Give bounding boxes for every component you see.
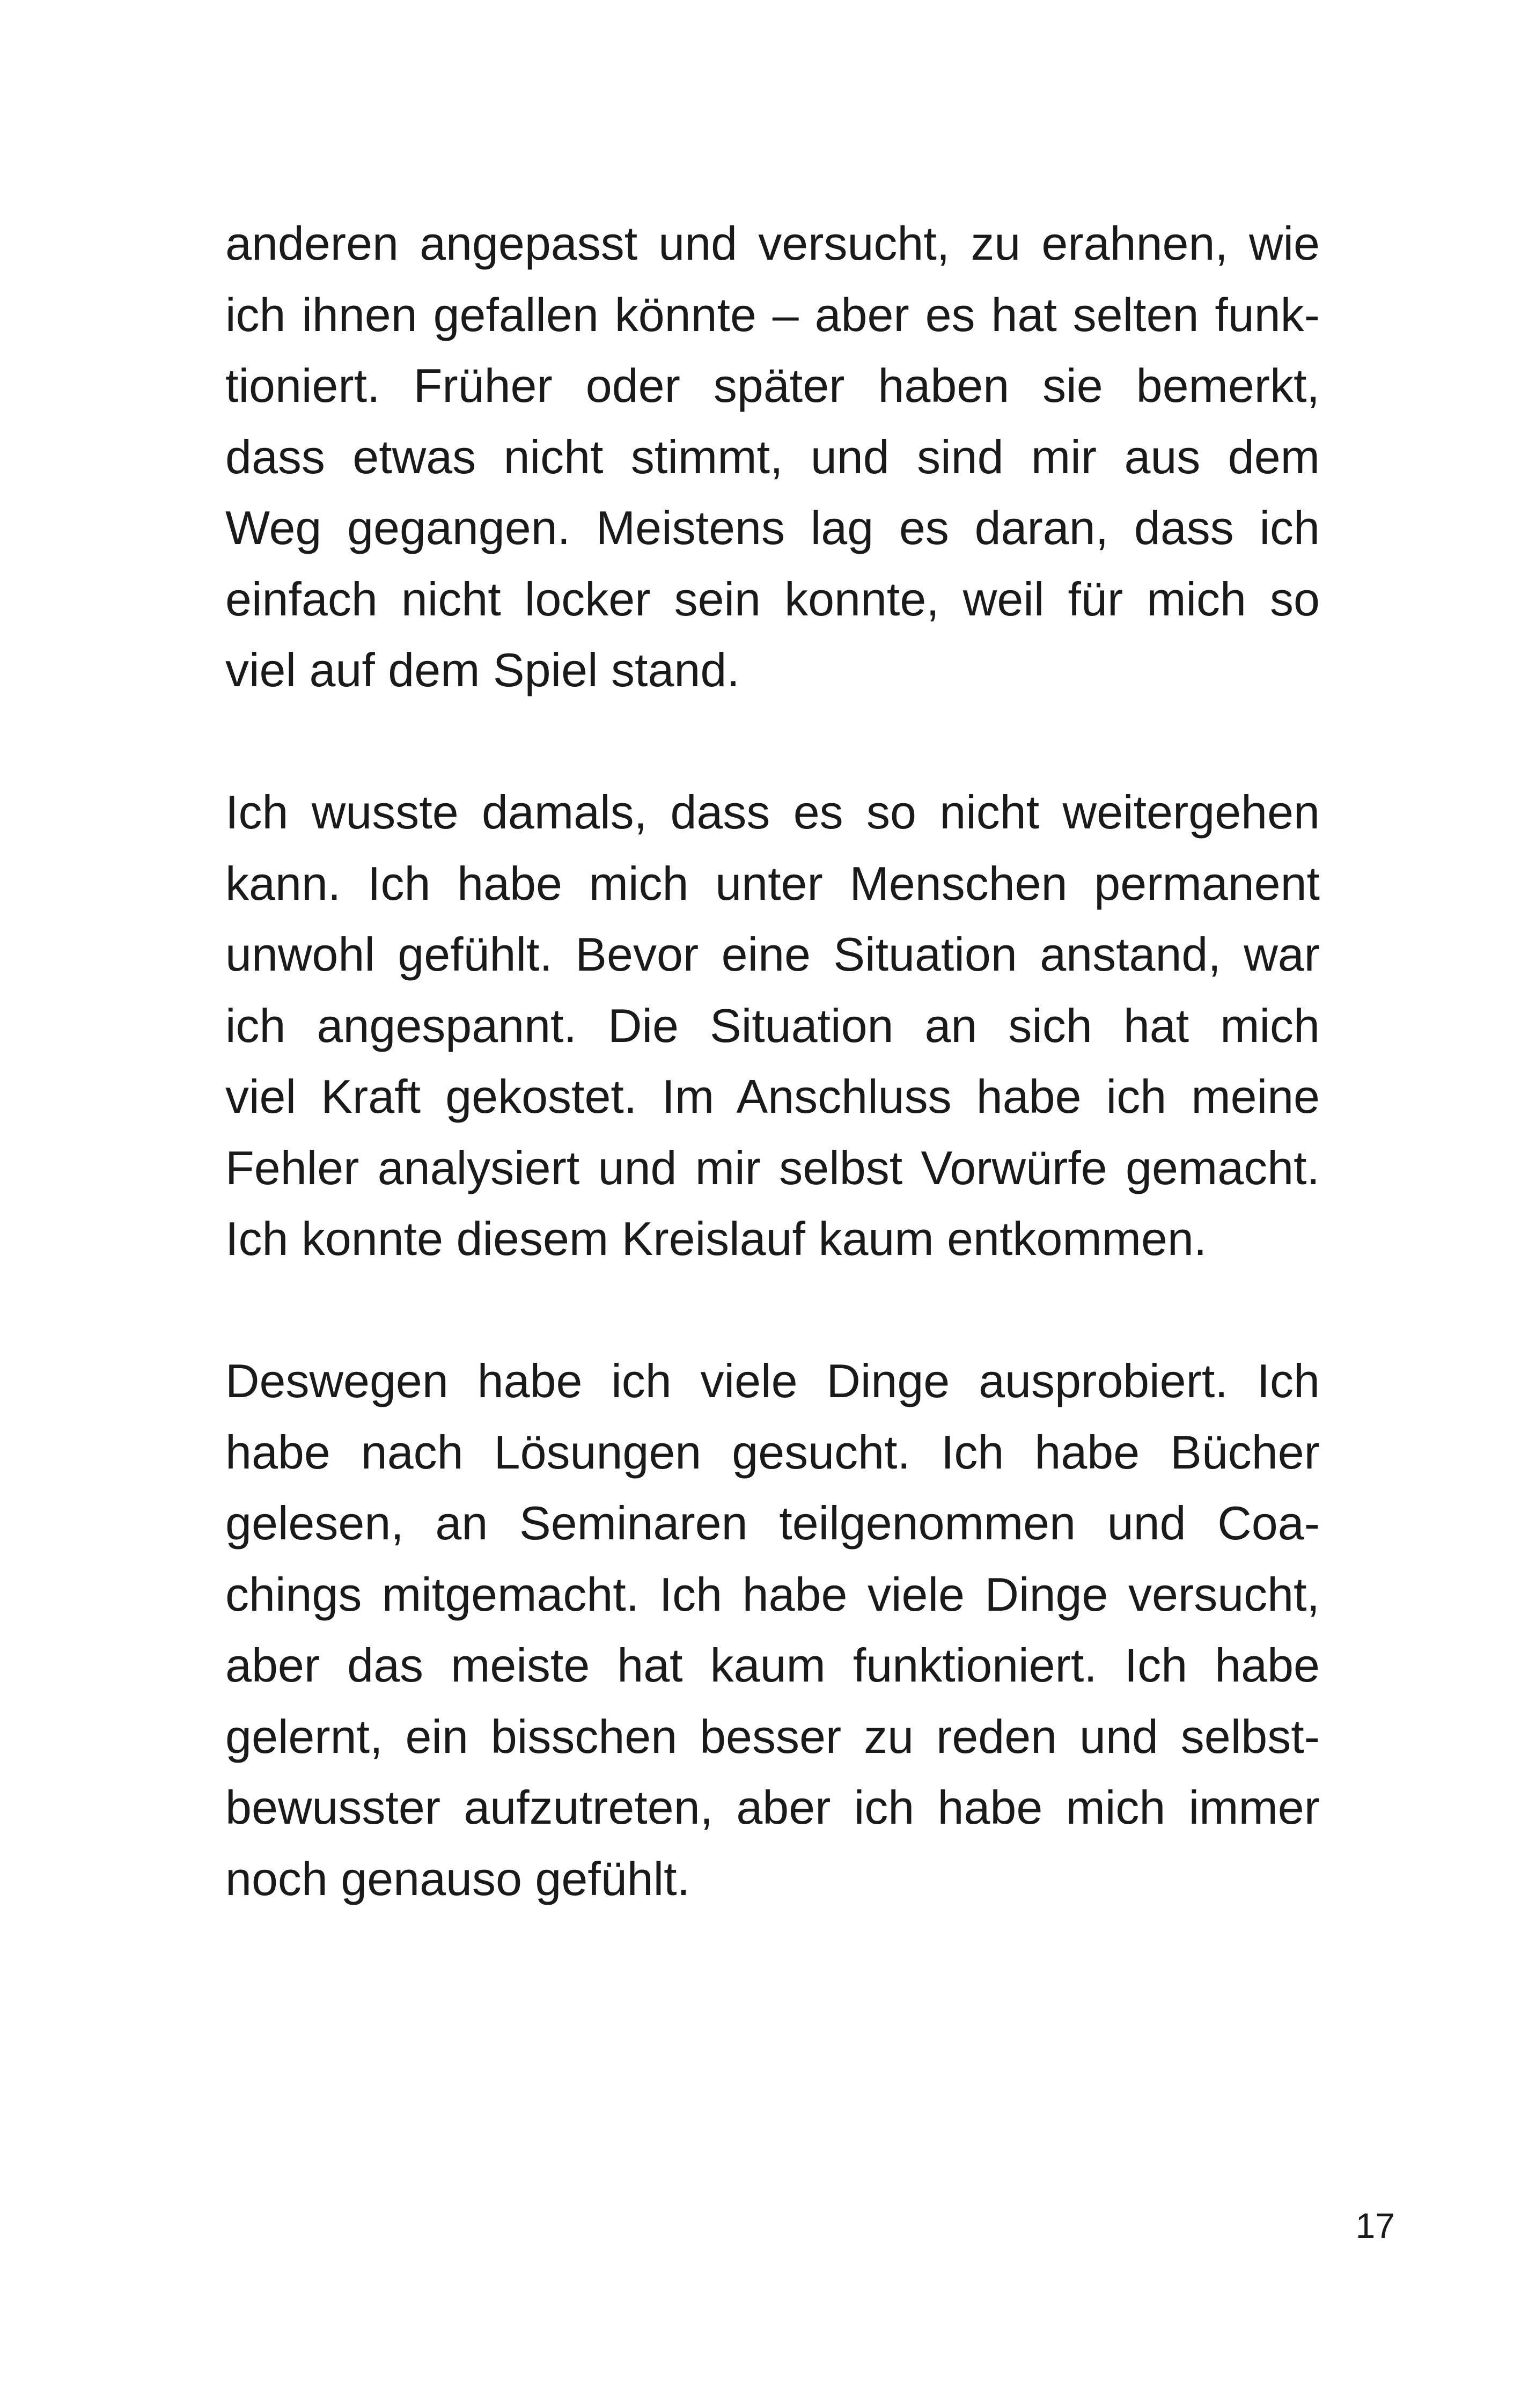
text-line: viel auf dem Spiel stand. bbox=[225, 643, 740, 696]
text-line: tioniert. Früher oder später haben sie bemerkt, bbox=[225, 359, 1320, 412]
text-line: einfach nicht locker sein konnte, weil für mich so bbox=[225, 572, 1320, 626]
text-line: kann. Ich habe mich unter Menschen permanent bbox=[225, 856, 1320, 910]
body-text bbox=[225, 208, 1320, 1914]
text-line: anderen angepasst und versucht, zu erahnen, wie bbox=[225, 217, 1320, 270]
text-line: gelernt, ein bisschen besser zu reden und selbst- bbox=[225, 1709, 1320, 1763]
text-line: Deswegen habe ich viele Dinge ausprobiert. Ich bbox=[225, 1354, 1320, 1407]
paragraph-spacer bbox=[225, 706, 1320, 777]
text-line: viel Kraft gekostet. Im Anschluss habe ich meine bbox=[225, 1070, 1320, 1123]
text-line: Ich konnte diesem Kreislauf kaum entkommen. bbox=[225, 1212, 1207, 1265]
text-line: ich ihnen gefallen könnte – aber es hat selten funk- bbox=[225, 288, 1320, 341]
text-line: Ich wusste damals, dass es so nicht weitergehen bbox=[225, 785, 1320, 839]
text-line: gelesen, an Seminaren teilgenommen und Coa- bbox=[225, 1496, 1320, 1550]
text-line: Fehler analysiert und mir selbst Vorwürfe gemacht. bbox=[225, 1141, 1320, 1194]
text-line: dass etwas nicht stimmt, und sind mir aus dem bbox=[225, 430, 1320, 483]
text-line: ich angespannt. Die Situation an sich hat mich bbox=[225, 999, 1320, 1052]
paragraph-3 bbox=[225, 1346, 1320, 1914]
text-line: Weg gegangen. Meistens lag es daran, dass ich bbox=[225, 501, 1320, 554]
page-number: 17 bbox=[1355, 2206, 1395, 2245]
paragraph-2 bbox=[225, 777, 1320, 1275]
text-line: aber das meiste hat kaum funktioniert. Ich habe bbox=[225, 1639, 1320, 1692]
text-line: noch genauso gefühlt. bbox=[225, 1852, 690, 1905]
text-line: habe nach Lösungen gesucht. Ich habe Bücher bbox=[225, 1425, 1320, 1479]
text-line: bewusster aufzutreten, aber ich habe mich immer bbox=[225, 1781, 1320, 1834]
paragraph-1 bbox=[225, 208, 1320, 706]
text-line: unwohl gefühlt. Bevor eine Situation anstand, war bbox=[225, 928, 1320, 981]
text-line: chings mitgemacht. Ich habe viele Dinge versucht, bbox=[225, 1567, 1320, 1621]
paragraph-spacer bbox=[225, 1275, 1320, 1346]
